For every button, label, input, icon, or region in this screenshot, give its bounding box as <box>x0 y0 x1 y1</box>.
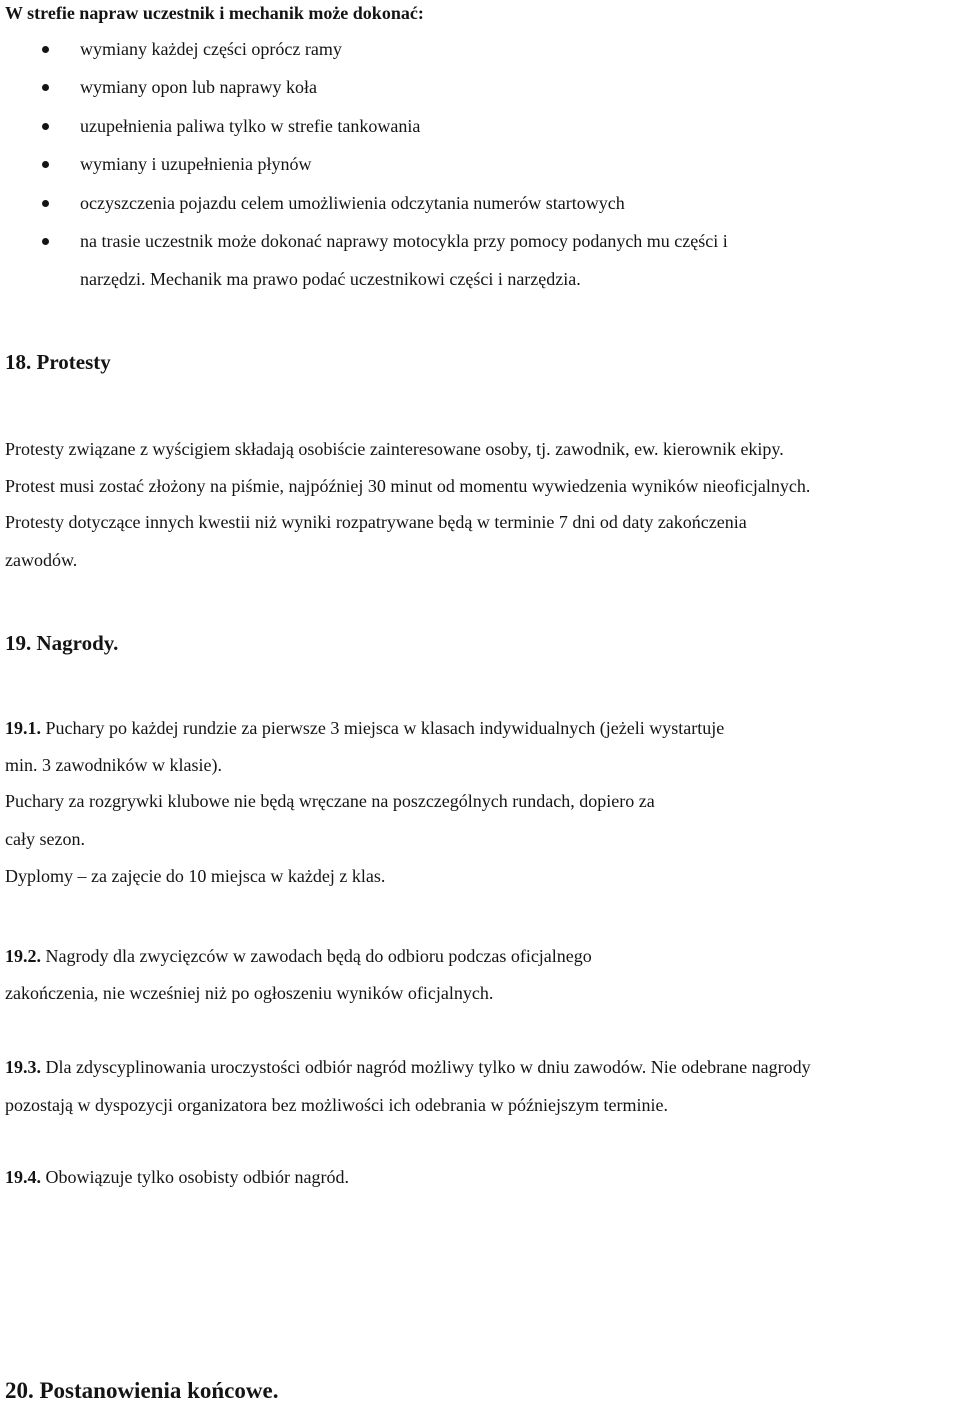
paragraph-number: 19.2. <box>5 946 41 966</box>
section-18-title: 18. Protesty <box>5 350 111 374</box>
paragraph-text: Obowiązuje tylko osobisty odbiór nagród. <box>41 1167 349 1187</box>
bullet-dot <box>42 238 49 245</box>
paragraph-text: Puchary po każdej rundzie za pierwsze 3 miejsca w klasach indywidualnych (jeżeli wystartuje <box>41 718 725 738</box>
paragraph-19-1-line <box>5 717 724 739</box>
section-18-line: Protesty dotyczące innych kwestii niż wyniki rozpatrywane będą w terminie 7 dni od daty zakończenia <box>5 512 747 532</box>
paragraph-number: 19.4. <box>5 1167 41 1187</box>
paragraph-19-1-line: cały sezon. <box>5 829 85 849</box>
paragraph-19-1-line: Puchary za rozgrywki klubowe nie będą wręczane na poszczególnych rundach, dopiero za <box>5 791 655 811</box>
intro-heading: W strefie napraw uczestnik i mechanik może dokonać: <box>5 3 424 23</box>
section-20-title: 20. Postanowienia końcowe. <box>5 1378 279 1403</box>
bullet-dot <box>42 161 49 168</box>
list-item: wymiany i uzupełnienia płynów <box>80 154 312 174</box>
list-item: uzupełnienia paliwa tylko w strefie tankowania <box>80 116 421 136</box>
section-19-title: 19. Nagrody. <box>5 631 119 655</box>
paragraph-19-3-line: pozostają w dyspozycji organizatora bez możliwości ich odebrania w późniejszym terminie. <box>5 1095 668 1115</box>
list-item: oczyszczenia pojazdu celem umożliwienia odczytania numerów startowych <box>80 193 625 213</box>
bullet-dot <box>42 123 49 130</box>
paragraph-text: Dla zdyscyplinowania uroczystości odbiór nagród możliwy tylko w dniu zawodów. Nie odebrane nagrody <box>41 1057 811 1077</box>
section-18-line: zawodów. <box>5 550 78 570</box>
paragraph-number: 19.3. <box>5 1057 41 1077</box>
list-item: wymiany każdej części oprócz ramy <box>80 39 342 59</box>
bullet-dot <box>42 200 49 207</box>
paragraph-19-3-line <box>5 1056 811 1078</box>
paragraph-text: Nagrody dla zwycięzców w zawodach będą do odbioru podczas oficjalnego <box>41 946 592 966</box>
paragraph-19-2-line: zakończenia, nie wcześniej niż po ogłoszeniu wyników oficjalnych. <box>5 983 494 1003</box>
paragraph-19-4-line <box>5 1166 349 1188</box>
section-18-line: Protesty związane z wyścigiem składają osobiście zainteresowane osoby, tj. zawodnik, ew. kierownik ekipy. <box>5 439 784 459</box>
paragraph-19-1-line: min. 3 zawodników w klasie). <box>5 755 222 775</box>
list-item: wymiany opon lub naprawy koła <box>80 77 317 97</box>
paragraph-19-1-line: Dyplomy – za zajęcie do 10 miejsca w każdej z klas. <box>5 866 386 886</box>
paragraph-19-2-line <box>5 945 592 967</box>
paragraph-number: 19.1. <box>5 718 41 738</box>
list-item: na trasie uczestnik może dokonać naprawy motocykla przy pomocy podanych mu części i <box>80 231 728 251</box>
bullet-dot <box>42 84 49 91</box>
bullet-dot <box>42 46 49 53</box>
section-18-line: Protest musi zostać złożony na piśmie, najpóźniej 30 minut od momentu wywiedzenia wyników nieoficjalnych. <box>5 476 811 496</box>
list-item-continuation: narzędzi. Mechanik ma prawo podać uczestnikowi części i narzędzia. <box>80 269 581 289</box>
